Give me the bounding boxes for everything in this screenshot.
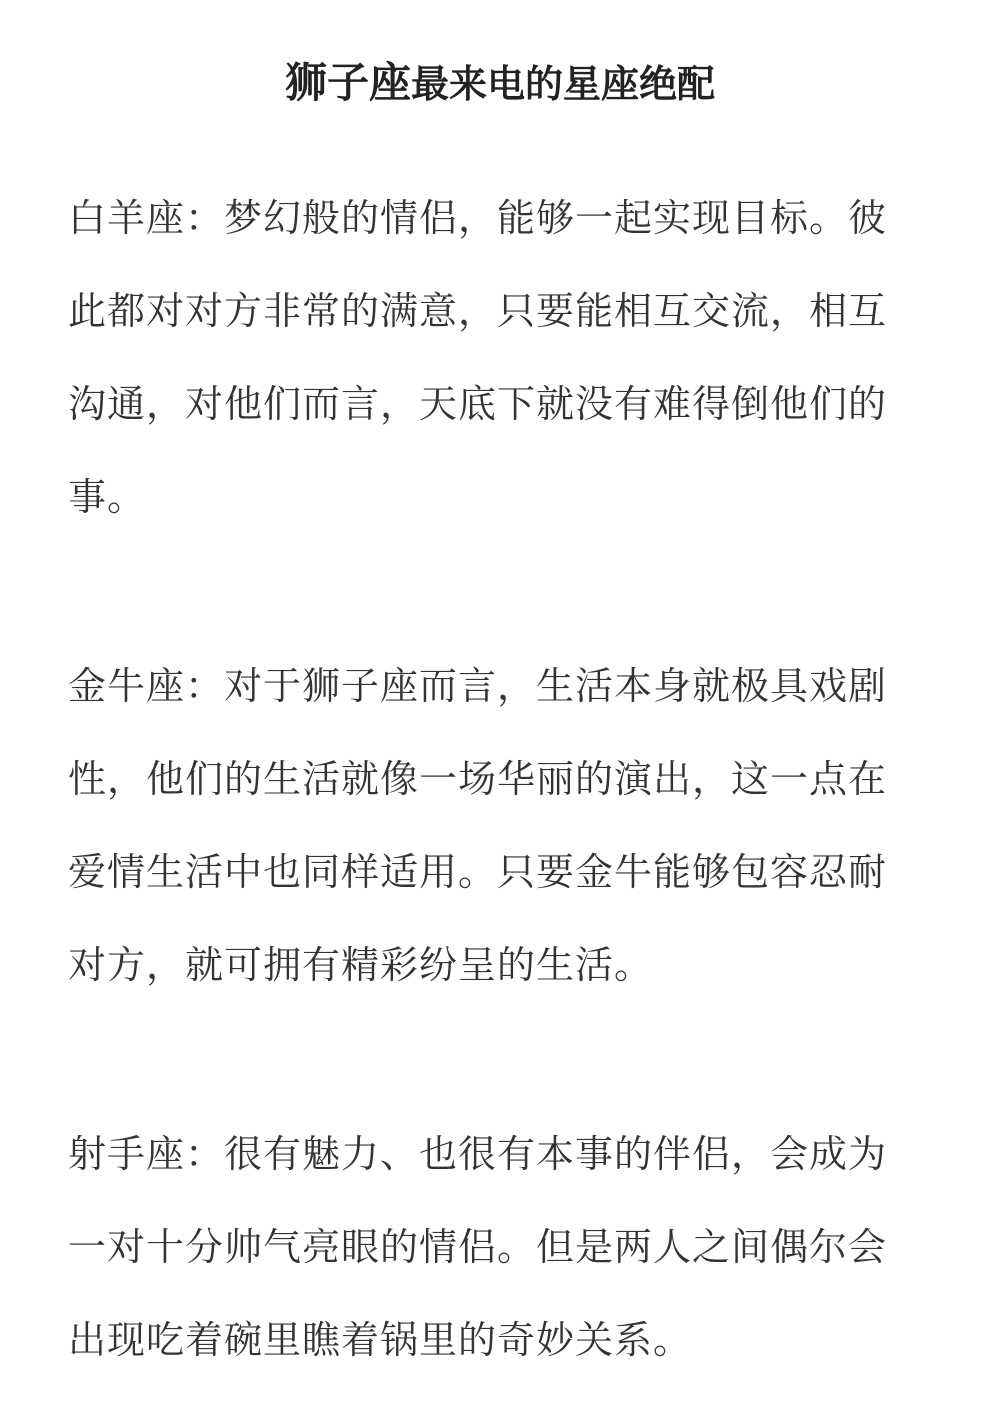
paragraph-line: 此都对对方非常的满意，只要能相互交流，相互 — [68, 289, 888, 333]
paragraph-line: 对方，就可拥有精彩纷呈的生活。 — [68, 943, 654, 987]
page-title — [0, 55, 1000, 112]
paragraph-line: 爱情生活中也同样适用。只要金牛能够包容忍耐 — [68, 850, 888, 894]
title-rest: 最来电的星座绝配 — [411, 61, 716, 106]
paragraph-line: 金牛座：对于狮子座而言，生活本身就极具戏剧 — [68, 664, 888, 708]
paragraph-line: 性，他们的生活就像一场华丽的演出，这一点在 — [68, 757, 888, 801]
paragraph-line: 事。 — [68, 475, 147, 519]
paragraph-line: 沟通，对他们而言，天底下就没有难得倒他们的 — [68, 382, 888, 426]
paragraph-taurus — [68, 640, 908, 1012]
paragraph-sagittarius — [68, 1108, 908, 1387]
paragraph-line: 射手座：很有魅力、也很有本事的伴侣，会成为 — [68, 1132, 888, 1176]
title-lead: 狮子座 — [284, 57, 411, 107]
paragraph-line: 白羊座：梦幻般的情侣，能够一起实现目标。彼 — [68, 196, 888, 240]
paragraph-line: 一对十分帅气亮眼的情侣。但是两人之间偶尔会 — [68, 1225, 888, 1269]
paragraph-aries — [68, 172, 908, 544]
paragraph-line: 出现吃着碗里瞧着锅里的奇妙关系。 — [68, 1318, 693, 1362]
